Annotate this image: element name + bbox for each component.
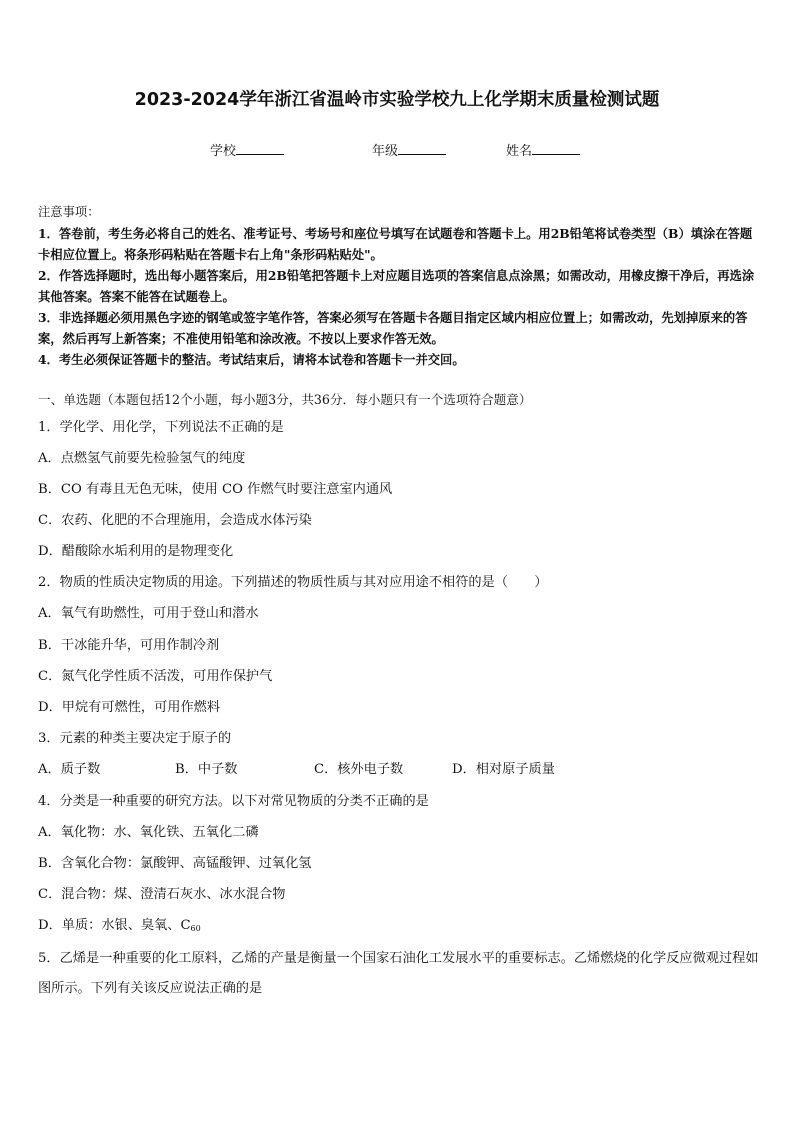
q1-option-b: B．CO 有毒且无色无味，使用 CO 作燃气时要注意室内通风 (38, 482, 393, 497)
school-field (210, 140, 284, 159)
q1-option-d: D．醋酸除水垢利用的是物理变化 (38, 544, 234, 559)
grade-blank (398, 141, 446, 155)
q3-option-c: C．核外电子数 (314, 762, 404, 777)
q4-option-c: C．混合物：煤、澄清石灰水、冰水混合物 (38, 887, 286, 902)
q2-option-a: A．氧气有助燃性，可用于登山和潜水 (38, 606, 259, 621)
name-field (506, 140, 580, 159)
notice-item-1: 1．答卷前，考生务必将自己的姓名、准考证号、考场号和座位号填写在试题卷和答题卡上。用2B铅笔将试卷类型（B）填涂在答题卡相应位置上。将条形码粘贴在答题卡右上角"条形码粘贴处"。 (38, 226, 753, 262)
q1-option-a: A．点燃氢气前要先检验氢气的纯度 (38, 451, 246, 466)
grade-label: 年级 (372, 144, 399, 159)
q4-option-d-subscript: 60 (190, 924, 201, 933)
name-label: 姓名 (506, 144, 533, 159)
grade-field (372, 140, 446, 159)
notice-item-4: 4．考生必须保证答题卡的整洁。考试结束后，请将本试卷和答题卡一并交回。 (38, 352, 465, 367)
notice-item-2: 2．作答选择题时，选出每小题答案后，用2B铅笔把答题卡上对应题目选项的答案信息点涂黑；如需改动，用橡皮擦干净后，再选涂其他答案。答案不能答在试题卷上。 (38, 268, 755, 304)
name-blank (532, 141, 580, 155)
q3-stem: 3．元素的种类主要决定于原子的 (38, 731, 232, 746)
q1-option-c: C．农药、化肥的不合理施用，会造成水体污染 (38, 513, 312, 528)
q2-stem: 2．物质的性质决定物质的用途。下列描述的物质性质与其对应用途不相符的是（ ） (38, 575, 548, 590)
q4-option-a: A．氧化物：水、氧化铁、五氧化二磷 (38, 825, 259, 840)
section-heading: 一、单选题（本题包括12个小题，每小题3分，共36分．每小题只有一个选项符合题意） (38, 392, 532, 407)
q2-option-c: C．氮气化学性质不活泼，可用作保护气 (38, 669, 273, 684)
q3-option-b: B．中子数 (175, 762, 238, 777)
student-info-row (0, 140, 794, 160)
q4-stem: 4．分类是一种重要的研究方法。以下对常见物质的分类不正确的是 (38, 794, 429, 809)
q2-option-b: B．干冰能升华，可用作制冷剂 (38, 638, 220, 653)
q3-option-d: D．相对原子质量 (452, 762, 555, 777)
q4-option-b: B．含氧化合物：氯酸钾、高锰酸钾、过氧化氢 (38, 856, 312, 871)
q5-stem: 5．乙烯是一种重要的化工原料，乙烯的产量是衡量一个国家石油化工发展水平的重要标志。乙烯燃烧的化学反应微观过程如图所示。下列有关该反应说法正确的是 (38, 951, 759, 996)
school-blank (236, 141, 284, 155)
q2-option-d: D．甲烷有可燃性，可用作燃料 (38, 700, 221, 715)
q1-stem: 1．学化学、用化学，下列说法不正确的是 (38, 420, 284, 435)
q3-option-a: A．质子数 (38, 762, 101, 777)
q4-option-d (38, 914, 201, 933)
q4-option-d-text: D．单质：水银、臭氧、C (38, 918, 191, 933)
notice-item-3: 3．非选择题必须用黑色字迹的钢笔或签字笔作答，答案必须写在答题卡各题目指定区域内相应位置上；如需改动，先划掉原来的答案，然后再写上新答案；不准使用铅笔和涂改液。不按以上要求作答无效。 (38, 310, 748, 346)
notice-heading: 注意事项： (38, 205, 100, 219)
q3-options-row (38, 758, 758, 778)
notice-block (38, 202, 758, 370)
exam-title: 2023-2024学年浙江省温岭市实验学校九上化学期末质量检测试题 (134, 90, 660, 110)
school-label: 学校 (210, 144, 237, 159)
